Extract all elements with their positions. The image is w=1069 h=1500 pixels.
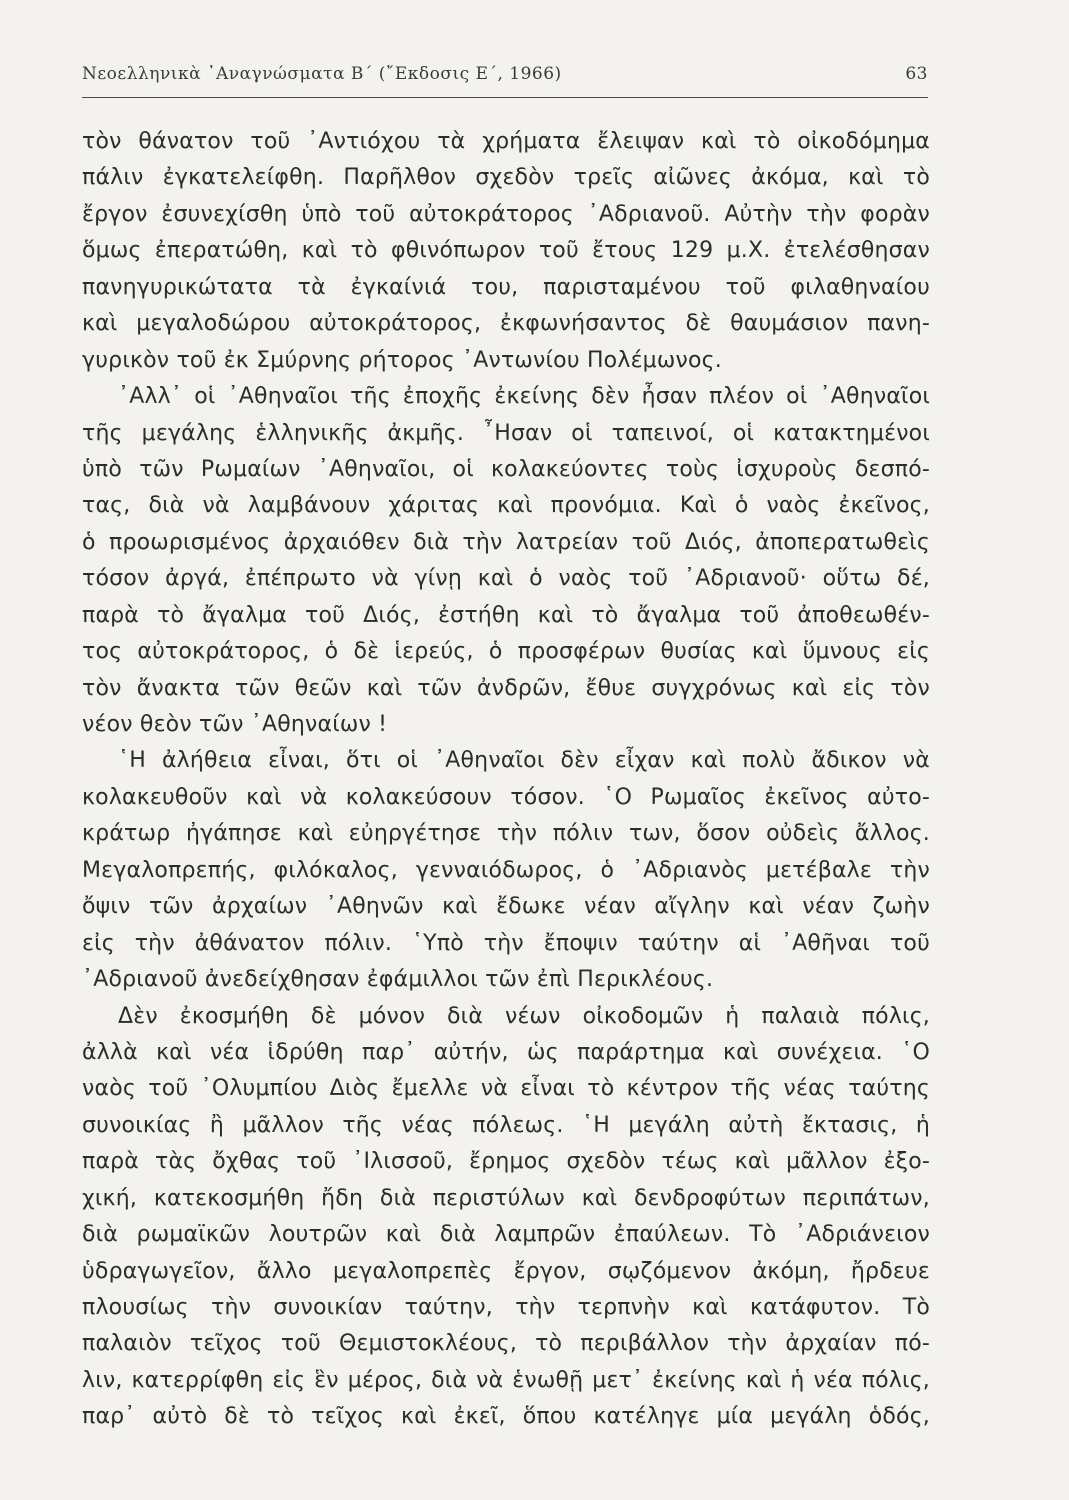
text-line: τὸν ἄνακτα τῶν θεῶν καὶ τῶν ἀνδρῶν, ἔθυε συγχρόνως καὶ εἰς τὸν	[82, 675, 930, 701]
text-line: πανηγυρικώτατα τὰ ἐγκαίνιά του, παρισταμένου τοῦ φιλαθηναίου	[82, 274, 930, 300]
text-line: τὸν θάνατον τοῦ ᾿Αντιόχου τὰ χρήματα ἔλειψαν καὶ τὸ οἰκοδόμημα	[82, 129, 930, 154]
text-line: τόσον ἀργά, ἐπέπρωτο νὰ γίνῃ καὶ ὁ ναὸς τοῦ ᾿Αδριανοῦ· οὕτω δέ,	[82, 566, 930, 592]
text-line: τος αὐτοκράτορος, ὁ δὲ ἱερεύς, ὁ προσφέρων θυσίας καὶ ὕμνους εἰς	[82, 639, 930, 665]
body-text	[82, 124, 930, 1436]
text-line: ναὸς τοῦ ᾿Ολυμπίου Διὸς ἔμελλε νὰ εἶναι τὸ κέντρον τῆς νέας ταύτης	[82, 1076, 930, 1102]
running-title: Νεοελληνικὰ ᾿Αναγνώσματα Β΄ (῎Εκδοσις Ε΄, 1966)	[82, 64, 562, 84]
text-line: ὁ προωρισμένος ἀρχαιόθεν διὰ τὴν λατρείαν τοῦ Διός, ἀποπερατωθεὶς	[82, 529, 930, 555]
text-line: ᾿Αλλ᾿ οἱ ᾿Αθηναῖοι τῆς ἐποχῆς ἐκείνης δὲν ἦσαν πλέον οἱ ᾿Αθηναῖοι	[118, 384, 930, 410]
text-line: γυρικὸν τοῦ ἐκ Σμύρνης ρήτορος ᾿Αντωνίου Πολέμωνος.	[82, 347, 722, 373]
text-line: πάλιν ἐγκατελείφθη. Παρῆλθον σχεδὸν τρεῖς αἰῶνες ἀκόμα, καὶ τὸ	[82, 165, 930, 191]
text-line: ἀλλὰ καὶ νέα ἱδρύθη παρ᾿ αὐτήν, ὡς παράρτημα καὶ συνέχεια. ῾Ο	[82, 1039, 930, 1065]
text-line: νέον θεὸν τῶν ᾿Αθηναίων !	[82, 712, 388, 737]
text-line: λιν, κατερρίφθη εἰς ἓν μέρος, διὰ νὰ ἑνωθῇ μετ᾿ ἐκείνης καὶ ἡ νέα πόλις,	[82, 1367, 930, 1393]
text-line: Μεγαλοπρεπής, φιλόκαλος, γενναιόδωρος, ὁ ᾿Αδριανὸς μετέβαλε τὴν	[82, 857, 930, 883]
text-line: χική, κατεκοσμήθη ἤδη διὰ περιστύλων καὶ δενδροφύτων περιπάτων,	[82, 1185, 930, 1211]
running-header	[82, 64, 928, 94]
text-line: συνοικίας ἢ μᾶλλον τῆς νέας πόλεως. ῾Η μεγάλη αὐτὴ ἔκτασις, ἡ	[82, 1112, 930, 1138]
text-line: παρὰ τὸ ἄγαλμα τοῦ Διός, ἐστήθη καὶ τὸ ἄγαλμα τοῦ ἀποθεωθέν-	[82, 602, 930, 628]
text-line: Δὲν ἐκοσμήθη δὲ μόνον διὰ νέων οἰκοδομῶν ἡ παλαιὰ πόλις,	[118, 1003, 930, 1029]
text-line: κολακευθοῦν καὶ νὰ κολακεύσουν τόσον. ῾Ο Ρωμαῖος ἐκεῖνος αὐτο-	[82, 784, 930, 810]
text-line: εἰς τὴν ἀθάνατον πόλιν. ῾Υπὸ τὴν ἔποψιν ταύτην αἱ ᾿Αθῆναι τοῦ	[82, 930, 930, 956]
text-line: καὶ μεγαλοδώρου αὐτοκράτορος, ἐκφωνήσαντος δὲ θαυμάσιον πανη-	[82, 311, 930, 337]
text-line: ὑδραγωγεῖον, ἄλλο μεγαλοπρεπὲς ἔργον, σῳζόμενον ἀκόμη, ἤρδευε	[82, 1258, 930, 1284]
text-line: παλαιὸν τεῖχος τοῦ Θεμιστοκλέους, τὸ περιβάλλον τὴν ἀρχαίαν πό-	[82, 1331, 930, 1357]
text-line: τῆς μεγάλης ἑλληνικῆς ἀκμῆς. ῏Ησαν οἱ ταπεινοί, οἱ κατακτημένοι	[82, 420, 930, 446]
text-line: ᾿Αδριανοῦ ἀνεδείχθησαν ἐφάμιλλοι τῶν ἐπὶ Περικλέους.	[82, 967, 714, 993]
text-line: διὰ ρωμαϊκῶν λουτρῶν καὶ διὰ λαμπρῶν ἐπαύλεων. Τὸ ᾿Αδριάνειον	[82, 1222, 930, 1248]
text-line: ὑπὸ τῶν Ρωμαίων ᾿Αθηναῖοι, οἱ κολακεύοντες τοὺς ἰσχυροὺς δεσπό-	[82, 456, 930, 482]
header-rule	[82, 97, 928, 98]
text-line: ὄψιν τῶν ἀρχαίων ᾿Αθηνῶν καὶ ἔδωκε νέαν αἴγλην καὶ νέαν ζωὴν	[82, 894, 930, 920]
text-line: παρ᾿ αὐτὸ δὲ τὸ τεῖχος καὶ ἐκεῖ, ὅπου κατέληγε μία μεγάλη ὁδός,	[82, 1404, 930, 1430]
text-line: κράτωρ ἠγάπησε καὶ εὐηργέτησε τὴν πόλιν των, ὅσον οὐδεὶς ἄλλος.	[82, 821, 930, 847]
text-line: ῾Η ἀλήθεια εἶναι, ὅτι οἱ ᾿Αθηναῖοι δὲν εἶχαν καὶ πολὺ ἄδικον νὰ	[118, 748, 930, 774]
text-line: πλουσίως τὴν συνοικίαν ταύτην, τὴν τερπνὴν καὶ κατάφυτον. Τὸ	[82, 1295, 930, 1320]
text-line: τας, διὰ νὰ λαμβάνουν χάριτας καὶ προνόμια. Καὶ ὁ ναὸς ἐκεῖνος,	[82, 493, 930, 519]
text-line: ὅμως ἐπερατώθη, καὶ τὸ φθινόπωρον τοῦ ἔτους 129 μ.Χ. ἐτελέσθησαν	[82, 238, 930, 264]
text-line: ἔργον ἐσυνεχίσθη ὑπὸ τοῦ αὐτοκράτορος ᾿Αδριανοῦ. Αὐτὴν τὴν φορὰν	[82, 201, 930, 227]
page-number: 63	[905, 64, 928, 84]
text-line: παρὰ τὰς ὄχθας τοῦ ᾿Ιλισσοῦ, ἔρημος σχεδὸν τέως καὶ μᾶλλον ἐξο-	[82, 1149, 930, 1175]
